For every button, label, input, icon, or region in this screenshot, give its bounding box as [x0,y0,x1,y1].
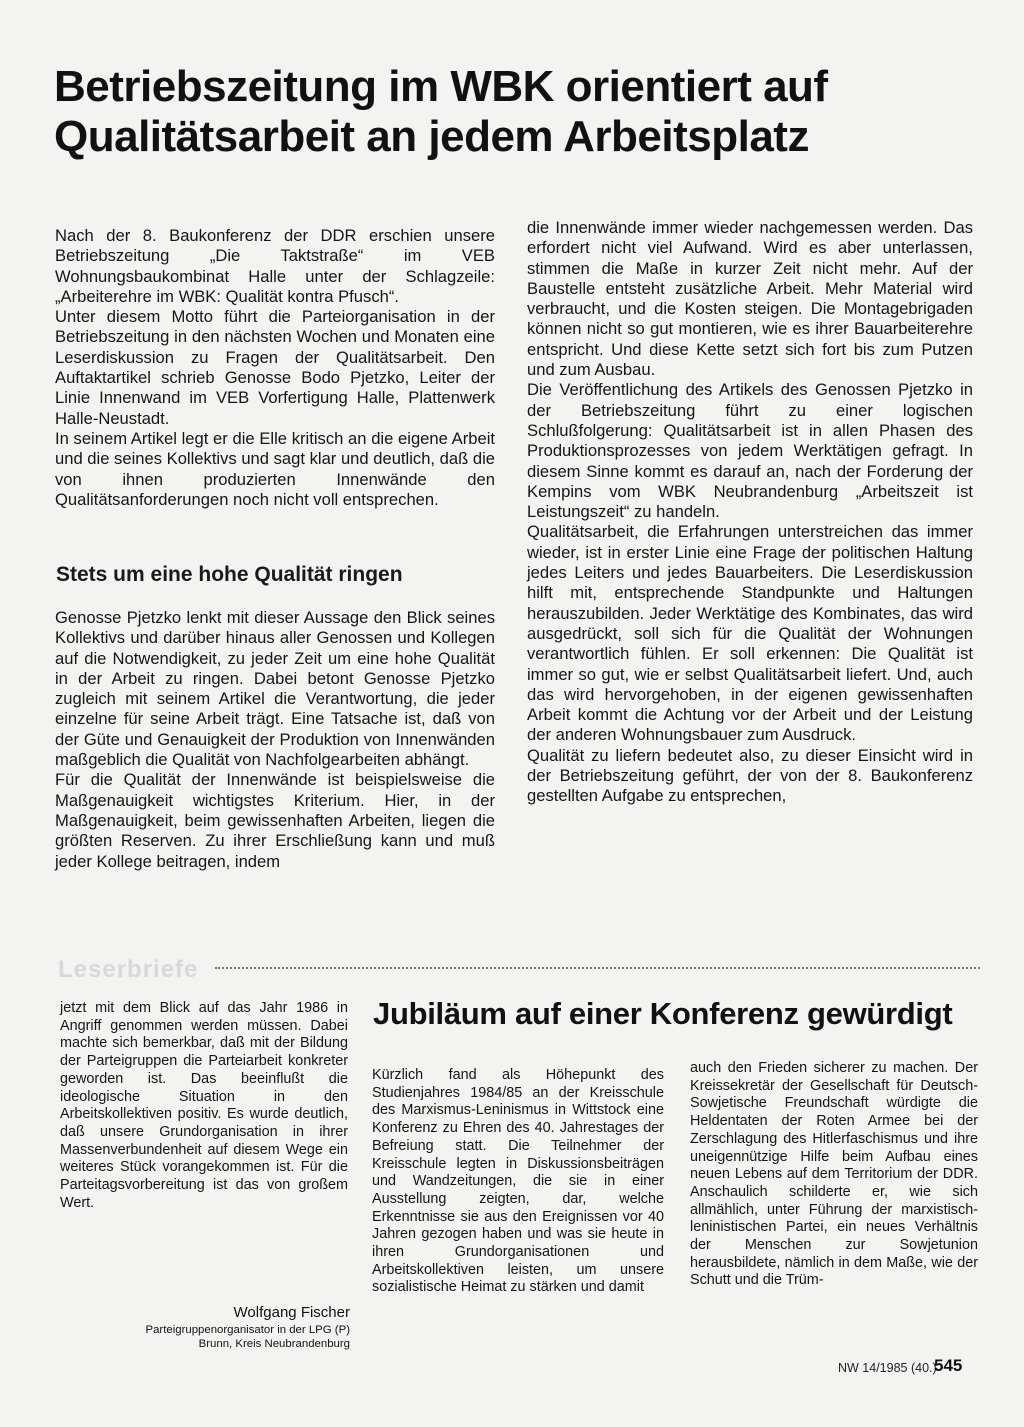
paragraph: Die Veröffentlichung des Artikels des Genossen Pjetzko in der Betriebszeitung führt zu einer logischen Schlußfolgerung: Qualitätsarbeit ist in allen Phasen des Produktionsprozesses von jedem Werktätigen gefragt. In diesem Sinne kommt es darauf an, nach der Forderung der Kempins vom WBK Neubrandenburg „Arbeitszeit ist Leistungszeit“ zu handeln. [527,380,973,522]
article-column-2 [527,218,973,807]
article2-column-1 [372,1067,664,1297]
paragraph: Qualität zu liefern bedeutet also, zu dieser Einsicht wird in der Betriebszeitung geführt, der von der 8. Baukonferenz gestellten Aufgabe zu entsprechen, [527,745,973,806]
paragraph: Unter diesem Motto führt die Parteiorganisation in der Betriebszeitung in den nächsten Wochen und Monaten eine Leserdiskussion zu Fragen der Qualitätsarbeit. Den Auftaktartikel schrieb Genosse Bodo Pjetzko, Leiter der Linie Innenwand im VEB Vorfertigung Halle, Plattenwerk Halle-Neustadt. [55,307,495,428]
letter-author-role [60,1323,350,1351]
article-headline: Betriebszeitung im WBK orientiert auf Qualitätsarbeit an jedem Arbeitsplatz [54,62,828,161]
paragraph: Für die Qualität der Innenwände ist beispielsweise die Maßgenauigkeit wichtigstes Kriterium. Hier, in der Maßgenauigkeit, beim gewissenhaften Arbeiten, liegen die größten Reserven. Zu ihrer Erschließung kann und muß jeder Kollege beitragen, indem [55,770,495,871]
paragraph: auch den Frieden sicherer zu machen. Der Kreissekretär der Gesellschaft für Deutsch-Sowjetische Freundschaft würdigte die Heldentaten der Roten Armee bei der Zerschlagung des Hitlerfaschismus und ihre uneigennützige Hilfe beim Aufbau eines neuen Lebens auf dem Territorium der DDR. Anschaulich schilderte er, wie sich allmählich, unter Führung der marxistisch-leninistischen Partei, ein neues Verhältnis der Menschen zur Sowjetunion herausbildete, nämlich in dem Maße, wie der Schutt und die Trüm- [690,1060,978,1289]
section-label: Leserbriefe [58,956,199,983]
paragraph: Qualitätsarbeit, die Erfahrungen unterstreichen das immer wieder, ist in erster Linie eine Frage der politischen Haltung jedes Leiters und jedes Bauarbeiters. Die Leserdiskussion hilft mit, entsprechende Standpunkte und Haltungen herauszubilden. Jeder Werktätige des Kombinates, das wird ausgedrückt, soll sich für die Qualität der Wohnungen verantwortlich fühlen. Er soll erkennen: Die Qualität ist immer so gut, wie er selbst Qualitätsarbeit liefert. Und, auch das wird hervorgehoben, in der eigenen gewissenhaften Arbeit kommt die Achtung vor der Arbeit und der Leistung der anderen Wohnungsbauer zum Ausdruck. [527,522,973,745]
author-role-line: Parteigruppenorganisator in der LPG (P) [145,1324,350,1336]
issue-reference: NW 14/1985 (40.) [838,1361,937,1375]
article-subheading: Stets um eine hohe Qualität ringen [56,563,403,586]
author-location-line: Brunn, Kreis Neubrandenburg [198,1338,350,1350]
paragraph: Nach der 8. Baukonferenz der DDR erschien unsere Betriebszeitung „Die Taktstraße“ im VEB Wohnungsbaukombinat Halle unter der Schlagzeile: „Arbeiterehre im WBK: Qualität kontra Pfusch“. [55,226,495,306]
letter-text: jetzt mit dem Blick auf das Jahr 1986 in Angriff genommen werden müssen. Dabei machte sich bemerkbar, daß mit der Bildung der Parteigruppen die Parteiarbeit konkreter geworden ist. Das beeinflußt die ideologische Situation in den Arbeitskollektiven positiv. Es wurde deutlich, daß unsere Grundorganisation in ihrer Massenverbundenheit auf diesem Wege ein weiteres Stück vorangekommen ist. Für die Parteitagsvorbereitung ist das von großem Wert. [60,1000,348,1211]
letter-column [60,1000,348,1212]
paragraph: Genosse Pjetzko lenkt mit dieser Aussage den Blick seines Kollektivs und darüber hinaus aller Genossen und Kollegen auf die Notwendigkeit, zu jeder Zeit um eine hohe Qualität in der Arbeit zu ringen. Dabei betont Genosse Pjetzko zugleich mit seinem Artikel die Verantwortung, die jeder einzelne für seine Arbeit trägt. Eine Tatsache ist, daß von der Güte und Genauigkeit der Produktion von Innenwänden maßgeblich die Qualität von Nachfolgearbeiten abhängt. [55,608,495,770]
paragraph: In seinem Artikel legt er die Elle kritisch an die eigene Arbeit und die seines Kollektivs und sagt klar und deutlich, daß die von ihnen produzierten Innenwände den Qualitätsanforderungen noch nicht voll entsprechen. [55,428,496,509]
letter-author: Wolfgang Fischer [233,1304,350,1321]
page-number: 545 [934,1356,963,1375]
article-column-1-continued [55,608,495,872]
article2-column-2 [690,1060,978,1290]
article2-headline: Jubiläum auf einer Konferenz gewürdigt [373,996,953,1031]
section-divider [215,967,980,969]
paragraph: Kürzlich fand als Höhepunkt des Studienjahres 1984/85 an der Kreisschule des Marxismus-Leninismus in Wittstock eine Konferenz zu Ehren des 40. Jahrestages der Befreiung statt. Die Teilnehmer der Kreisschule legten in Diskussionsbeiträgen und Wandzeitungen, die sie in einer Ausstellung zeigten, dar, welche Erkenntnisse sie aus den Ereignissen vor 40 Jahren gezogen haben und was sie heute in ihren Grundorganisationen und Arbeitskollektiven leisten, um unsere sozialistische Heimat zu stärken und damit [372,1067,664,1296]
article-column-1 [55,226,495,510]
paragraph: die Innenwände immer wieder nachgemessen werden. Das erfordert nicht viel Aufwand. Wird es aber unterlassen, stimmen die Maße in kurzer Zeit nicht mehr. Auf der Baustelle entsteht zusätzliche Arbeit. Mehr Material wird verbraucht, und die Kosten steigen. Die Montagebrigaden können nicht so gut montieren, wie es ihrer Bauarbeiterehre entspricht. Und diese Kette setzt sich fort bis zum Putzen und zum Ausbau. [527,218,973,380]
